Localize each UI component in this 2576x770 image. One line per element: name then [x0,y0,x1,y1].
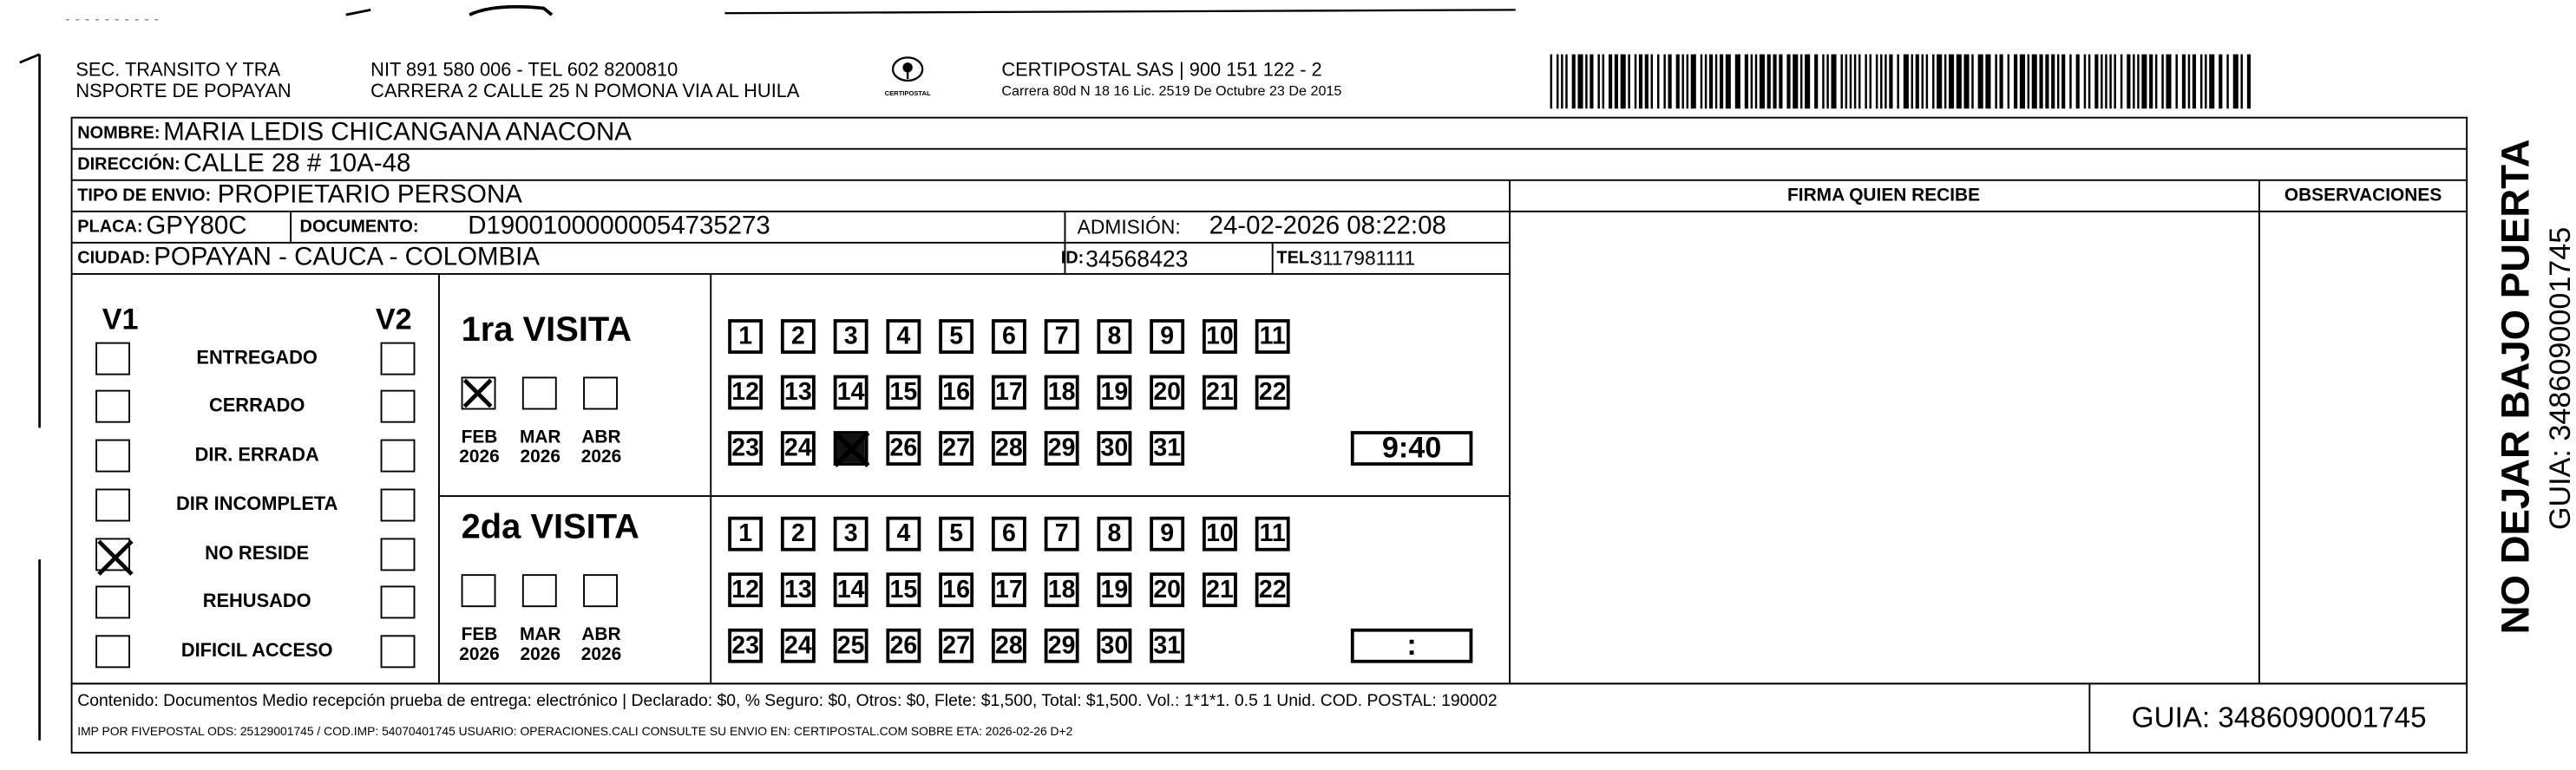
day-box[interactable]: 22 [1255,572,1290,607]
documento-label: DOCUMENTO: [299,217,419,238]
ciudad-row [73,244,1510,275]
day-box[interactable]: 13 [781,572,816,607]
sender-line-2: NSPORTE DE POPAYAN [75,81,292,101]
columns-header-line [1509,211,2466,212]
side-warning [2495,139,2538,634]
v1-checkbox[interactable] [95,440,130,473]
v1-label: V1 [102,303,139,336]
month-label: ABR 2026 [580,427,622,467]
day-box[interactable]: 11 [1255,517,1290,551]
day-box[interactable] [834,431,868,466]
day-box[interactable]: 24 [781,629,816,663]
day-box[interactable]: 6 [992,319,1026,354]
day-box[interactable]: 20 [1150,572,1184,607]
status-option-label: DIFICIL ACCESO [180,641,333,662]
status-option-label: DIR INCOMPLETA [175,495,338,515]
admision-value: 24-02-2026 08:22:08 [1209,212,1446,241]
nombre-label: NOMBRE: [77,123,161,144]
nombre-value: MARIA LEDIS CHICANGANA ANACONA [163,118,632,147]
time-box[interactable]: : [1351,629,1472,663]
day-box[interactable]: 15 [886,572,921,607]
v1-checkbox[interactable] [95,489,130,522]
status-option-label: DIR. ERRADA [194,446,319,466]
day-box[interactable]: 18 [1045,375,1079,410]
day-box[interactable]: 26 [886,431,921,466]
month-checkbox[interactable] [522,377,557,410]
side-warning-text: NO DEJAR BAJO PUERTA [2494,139,2539,635]
day-box[interactable]: 16 [939,375,973,410]
day-box[interactable]: 14 [834,572,868,607]
day-box[interactable]: 21 [1203,572,1237,607]
month-label: FEB 2026 [459,427,500,467]
month-checkbox[interactable] [462,574,496,607]
v2-checkbox[interactable] [381,343,416,375]
visit-divider [710,275,711,683]
day-box[interactable]: 4 [886,319,921,354]
day-box[interactable]: 20 [1150,375,1184,410]
v2-checkbox[interactable] [381,635,416,668]
day-box[interactable]: 6 [992,517,1026,551]
day-box[interactable]: 18 [1045,572,1079,607]
day-box[interactable]: 27 [939,629,973,663]
v2-checkbox[interactable] [381,538,416,571]
day-marked-icon [834,431,870,467]
nit-line-1: NIT 891 580 006 - TEL 602 8200810 [370,61,678,81]
logo-text: CERTIPOSTAL [884,88,931,97]
day-box[interactable]: 28 [992,431,1026,466]
divider [1064,244,1065,275]
month-checkbox[interactable] [583,377,618,410]
day-box[interactable]: 27 [939,431,973,466]
day-box[interactable]: 8 [1097,319,1131,354]
day-box[interactable]: 25 [834,629,868,663]
day-box[interactable]: 15 [886,375,921,410]
sender-block [75,61,291,101]
day-box[interactable]: 29 [1045,431,1079,466]
v1-checkbox[interactable] [95,390,130,423]
firma-divider [1509,181,1511,683]
day-box[interactable]: 10 [1203,517,1237,551]
month-checkbox[interactable] [583,574,618,607]
month-checkbox[interactable] [462,377,496,410]
visit-title: 1ra VISITA [461,310,633,349]
tel-value: 3117981111 [1311,246,1416,271]
day-box[interactable]: 12 [728,375,763,410]
placa-label: PLACA: [77,217,143,238]
status-divider [438,275,440,683]
ciudad-label: CIUDAD: [77,248,151,269]
day-box[interactable]: 8 [1097,517,1131,551]
sender-line-1: SEC. TRANSITO Y TRA [75,61,281,81]
day-box[interactable]: 2 [781,319,816,354]
day-box[interactable]: 21 [1203,375,1237,410]
id-label: ID: [1060,248,1085,269]
day-box[interactable]: 9 [1150,517,1184,551]
day-box[interactable]: 12 [728,572,763,607]
firma-header: FIRMA QUIEN RECIBE [1787,186,1981,206]
visit-title: 2da VISITA [461,508,639,546]
day-box[interactable]: 19 [1097,375,1131,410]
divider [1064,212,1065,244]
footer-contenido: Contenido: Documentos Medio recepción prueba de entrega: electrónico | Declarado: $0, % Seguro: $0, Otros: $0, Flete: $1,500, Total: $1,500. Vol.: 1*1*1. 0.5 1 Unid. COD. POSTAL: 190002 [77,692,1498,711]
courier-line-2: Carrera 80d N 18 16 Lic. 2519 De Octubre 23 De 2015 [1001,81,1342,98]
status-option-label: CERRADO [208,396,305,417]
placa-value: GPY80C [146,212,247,241]
tel-label: TEL: [1276,248,1315,269]
day-box[interactable]: 9 [1150,319,1184,354]
status-option-label: REHUSADO [202,592,311,612]
day-box[interactable]: 31 [1150,431,1184,466]
day-box[interactable]: 5 [939,319,973,354]
observaciones-header: OBSERVACIONES [2284,186,2442,206]
day-box[interactable]: 26 [886,629,921,663]
day-box[interactable]: 23 [728,431,763,466]
day-box[interactable]: 19 [1097,572,1131,607]
day-box[interactable]: 28 [992,629,1026,663]
day-box[interactable]: 1 [728,319,763,354]
month-label: MAR 2026 [519,427,561,467]
time-box[interactable]: 9:40 [1351,431,1472,466]
day-box[interactable]: 31 [1150,629,1184,663]
divider [290,212,292,244]
month-checkbox[interactable] [522,574,557,607]
v1-checkbox[interactable] [95,585,130,618]
day-box[interactable]: 30 [1097,629,1131,663]
day-box[interactable]: 7 [1045,319,1079,354]
visit-separator [438,495,1509,497]
direccion-label: DIRECCIÓN: [77,154,180,175]
scan-marks [0,0,2550,23]
day-box[interactable]: 14 [834,375,868,410]
courier-line-1: CERTIPOSTAL SAS | 900 151 122 - 2 [1001,61,1322,81]
v2-checkbox[interactable] [381,585,416,618]
footer-guia: GUIA: 3486090001745 [2088,682,2468,754]
day-box[interactable]: 24 [781,431,816,466]
placa-row [73,212,1510,244]
v1-checkbox[interactable] [95,343,130,375]
month-label: ABR 2026 [580,625,622,665]
month-label: MAR 2026 [519,625,561,665]
v2-label: V2 [375,303,412,336]
day-box[interactable]: 11 [1255,319,1290,354]
side-guia: GUIA: 3486090001745 [2543,226,2576,531]
documento-value: D19001000000054735273 [468,212,770,241]
day-box[interactable]: 16 [939,572,973,607]
logo-mark-icon [891,56,924,82]
day-box[interactable]: 7 [1045,517,1079,551]
day-box[interactable]: 17 [992,375,1026,410]
admision-label: ADMISIÓN: [1077,215,1181,239]
v2-checkbox[interactable] [381,489,416,522]
v2-checkbox[interactable] [381,390,416,423]
day-box[interactable]: 5 [939,517,973,551]
day-box[interactable]: 23 [728,629,763,663]
tipo-label: TIPO DE ENVIO: [77,186,212,206]
x-mark-icon [463,378,493,408]
courier-block [1001,61,1341,100]
day-box[interactable]: 4 [886,517,921,551]
day-box[interactable]: 29 [1045,629,1079,663]
direccion-row [73,150,2467,181]
day-box[interactable]: 2 [781,517,816,551]
day-box[interactable]: 1 [728,517,763,551]
day-box[interactable]: 30 [1097,431,1131,466]
day-box[interactable]: 17 [992,572,1026,607]
id-value: 34568423 [1085,245,1189,272]
footer-impresion: IMP POR FIVEPOSTAL ODS: 25129001745 / COD.IMP: 54070401745 USUARIO: OPERACIONES.CALI CONSULTE SU ENVIO EN: CERTIPOSTAL.COM SOBRE ETA: 2026-02-26 D+2 [77,723,1073,739]
v1-checkbox[interactable] [95,635,130,668]
nit-block [370,61,799,101]
month-label: FEB 2026 [459,625,500,665]
certipostal-logo [883,56,933,97]
nit-line-2: CARRERA 2 CALLE 25 N POMONA VIA AL HUILA [370,81,800,101]
ciudad-value: POPAYAN - CAUCA - COLOMBIA [154,243,540,272]
divider [1272,244,1274,275]
day-box[interactable]: 3 [834,517,868,551]
status-option-label: ENTREGADO [196,349,318,369]
day-box[interactable]: 10 [1203,319,1237,354]
v2-checkbox[interactable] [381,440,416,473]
status-option-label: NO RESIDE [205,545,310,564]
tipo-envio-row [73,181,1510,212]
observaciones-divider [2258,181,2260,683]
tipo-value: PROPIETARIO PERSONA [217,180,522,209]
barcode [1550,55,2256,109]
margin-marks [0,0,66,770]
v1-checkbox[interactable] [95,538,130,571]
nombre-row [73,119,2467,150]
day-box[interactable]: 3 [834,319,868,354]
x-mark-icon [97,539,134,576]
day-box[interactable]: 13 [781,375,816,410]
day-box[interactable]: 22 [1255,375,1290,410]
direccion-value: CALLE 28 # 10A-48 [183,149,411,178]
